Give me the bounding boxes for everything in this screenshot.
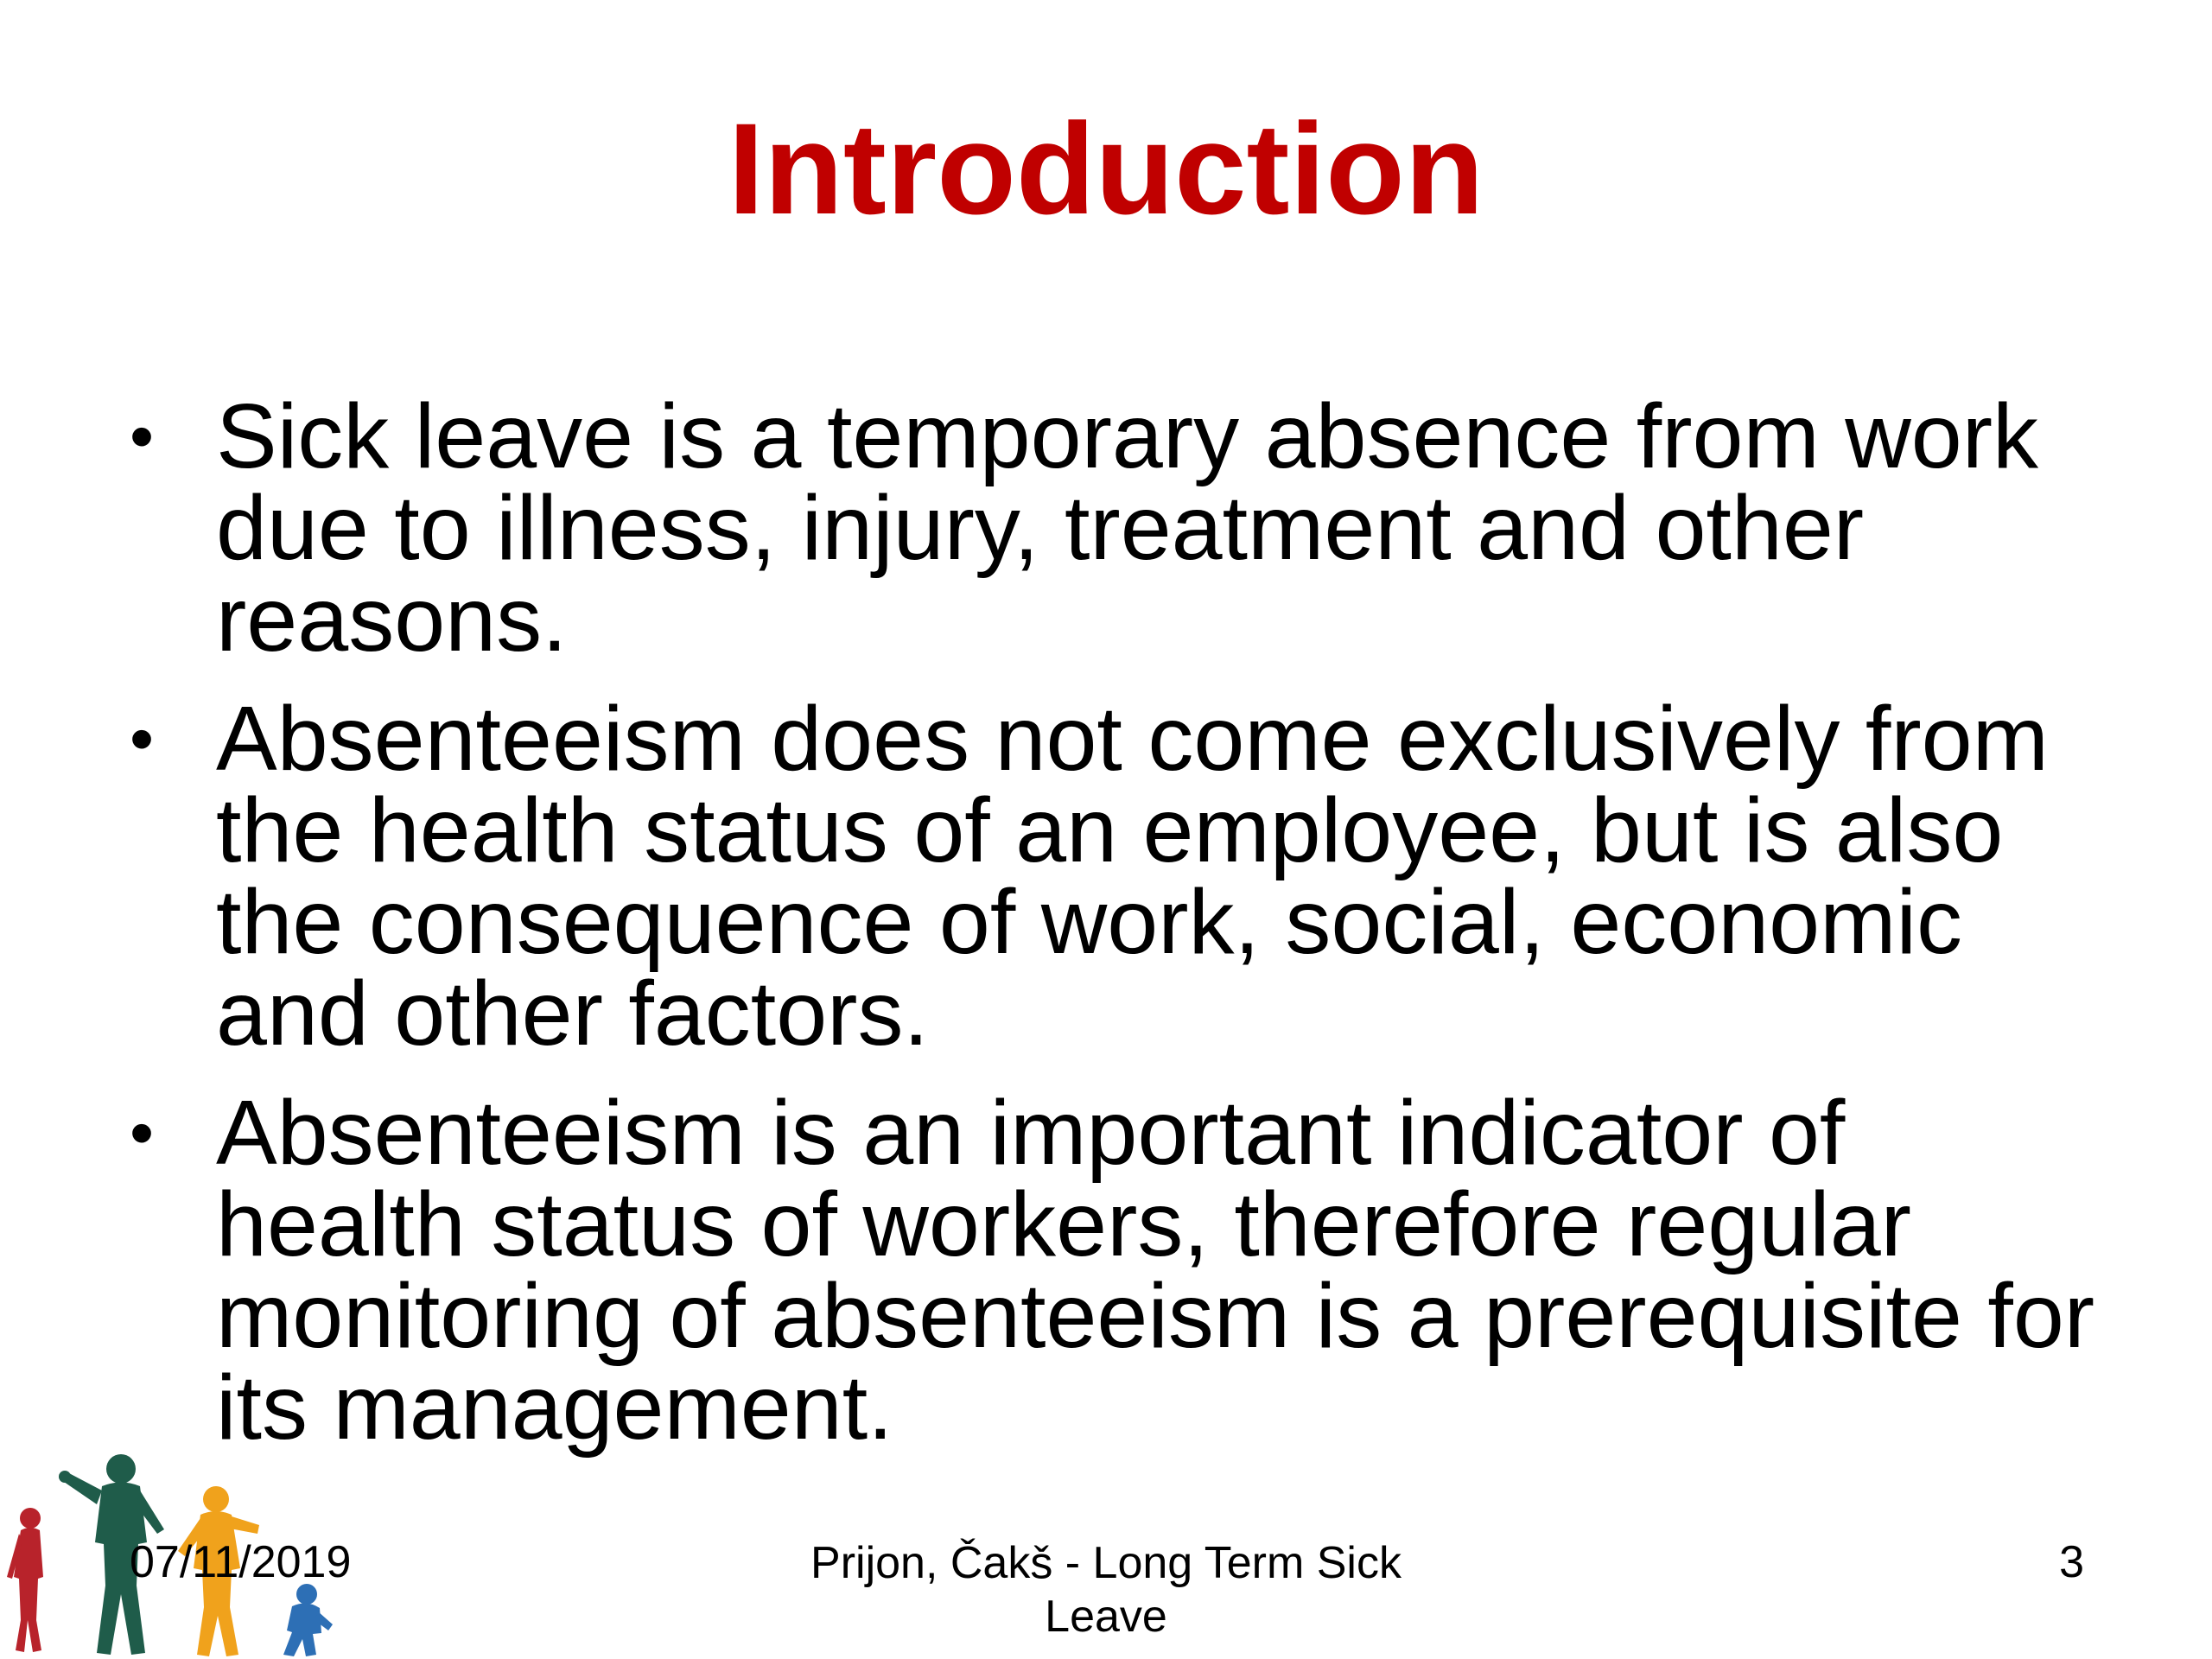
bullet-dot-icon: • (130, 397, 155, 474)
bullet-item (130, 385, 2117, 671)
red-figure-icon (7, 1508, 43, 1652)
bullet-text: Absenteeism is an important indicator of health status of workers, therefore regular monitoring of absenteeism is a prerequisite for its management. (216, 1082, 2095, 1459)
footer-title-line1: Prijon, Čakš - Long Term Sick (810, 1538, 1402, 1588)
bullet-item (130, 1082, 2117, 1459)
footer-title-line2: Leave (1045, 1592, 1167, 1642)
page-number: 3 (2059, 1537, 2084, 1587)
bullet-text: Sick leave is a temporary absence from work due to illness, injury, treatment and other reasons. (216, 385, 2039, 671)
footer-date: 07/11/2019 (130, 1537, 352, 1587)
footer-presentation-title (795, 1536, 1417, 1643)
bullet-dot-icon: • (130, 700, 155, 777)
bullet-item (130, 688, 2117, 1065)
blue-figure-icon (283, 1584, 333, 1656)
slide-title: Introduction (728, 96, 1484, 241)
bullet-list (130, 385, 2117, 1481)
bullet-dot-icon: • (130, 1094, 155, 1171)
bullet-text: Absenteeism does not come exclusively from the health status of an employee, but is also the consequence of work, social, economic and other factors. (216, 688, 2049, 1065)
